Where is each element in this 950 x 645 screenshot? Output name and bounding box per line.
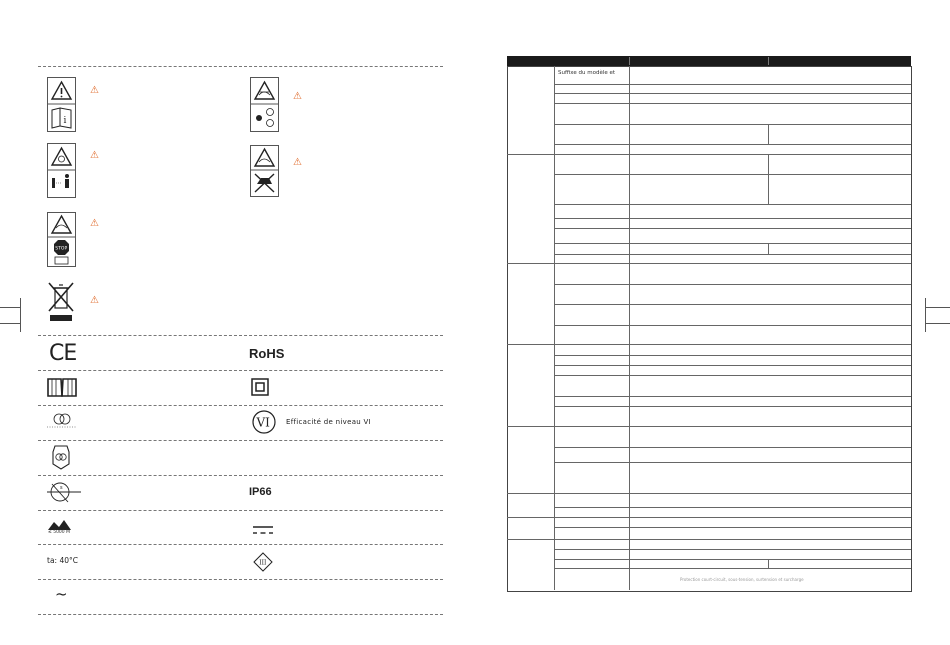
efficiency-vi-icon xyxy=(251,410,277,438)
no-vehicle-warning-icon xyxy=(250,145,279,197)
divider xyxy=(38,370,443,371)
header-divider xyxy=(629,57,630,65)
rohs-label: RoHS xyxy=(249,346,285,361)
row-line xyxy=(554,84,911,85)
direct-current-icon xyxy=(252,520,274,539)
row-line xyxy=(554,144,911,145)
row-line xyxy=(507,154,911,155)
model-suffix-label: Suffixe du modèle et xyxy=(558,70,616,76)
row-line xyxy=(554,93,911,94)
row-line xyxy=(554,365,911,366)
row-line xyxy=(507,539,911,540)
warning-icon: ⚠ xyxy=(293,157,302,168)
stop-disconnect-warning-icon xyxy=(47,212,76,267)
row-line xyxy=(554,375,911,376)
row-line xyxy=(554,462,911,463)
ambient-temperature-label: ta: 40°C xyxy=(47,556,78,565)
weee-bin-icon xyxy=(47,281,75,323)
header-divider xyxy=(768,57,769,65)
row-line xyxy=(507,426,911,427)
class-three-icon xyxy=(253,552,273,576)
divider xyxy=(38,440,443,441)
divider xyxy=(38,544,443,545)
divider xyxy=(38,66,443,67)
column-line xyxy=(768,243,769,254)
row-line xyxy=(554,559,911,560)
row-line xyxy=(554,396,911,397)
row-line xyxy=(554,174,911,175)
divider xyxy=(38,475,443,476)
warning-icon: ⚠ xyxy=(90,150,99,161)
protection-note: Protection court-circuit, sous-tension, surtension et surcharge xyxy=(680,577,804,582)
short-circuit-proof-icon xyxy=(46,480,82,510)
row-line xyxy=(507,517,911,518)
row-line xyxy=(554,124,911,125)
row-line xyxy=(507,344,911,345)
row-line xyxy=(554,284,911,285)
row-line xyxy=(507,493,911,494)
column-line xyxy=(768,154,769,204)
altitude-label: ≤ 5000 M xyxy=(48,530,70,535)
flying-debris-warning-icon xyxy=(250,77,279,132)
divider xyxy=(38,579,443,580)
row-line xyxy=(554,568,911,569)
svg-text:s: s xyxy=(60,485,63,491)
warning-icon: ⚠ xyxy=(90,218,99,229)
read-manual-warning-icon xyxy=(47,77,76,132)
divider xyxy=(38,335,443,336)
row-line xyxy=(554,228,911,229)
row-line xyxy=(554,243,911,244)
divider xyxy=(38,510,443,511)
crop-mark xyxy=(925,298,926,332)
row-line xyxy=(554,325,911,326)
warning-icon: ⚠ xyxy=(293,91,302,102)
row-line xyxy=(554,204,911,205)
crop-mark xyxy=(0,323,20,324)
row-line xyxy=(554,527,911,528)
ce-mark-icon: CE xyxy=(49,341,77,366)
warning-icon: ⚠ xyxy=(90,85,99,96)
crop-mark xyxy=(925,307,950,308)
transformer-icon xyxy=(46,411,78,435)
row-line xyxy=(554,447,911,448)
row-line xyxy=(554,507,911,508)
open-book-icon xyxy=(46,376,78,402)
protected-transformer-icon xyxy=(51,444,71,474)
row-line xyxy=(554,103,911,104)
divider xyxy=(38,614,443,615)
efficiency-label: Efficacité de niveau VI xyxy=(286,418,372,426)
crop-mark xyxy=(0,307,20,308)
class-three-text: III xyxy=(259,559,267,567)
row-line xyxy=(554,218,911,219)
divider xyxy=(38,405,443,406)
vi-symbol-text: VI xyxy=(256,415,270,430)
svg-text:i: i xyxy=(63,116,67,126)
row-line xyxy=(554,304,911,305)
alternating-current-icon: ~ xyxy=(55,585,68,603)
table-header xyxy=(507,56,911,66)
column-line xyxy=(768,124,769,144)
row-line xyxy=(554,549,911,550)
column-line xyxy=(768,559,769,568)
stop-sign-text: STOP xyxy=(55,246,68,252)
row-line xyxy=(554,254,911,255)
warning-icon: ⚠ xyxy=(90,295,99,306)
keep-distance-warning-icon xyxy=(47,143,76,198)
double-insulation-icon xyxy=(251,378,269,400)
row-line xyxy=(554,355,911,356)
row-line xyxy=(554,406,911,407)
crop-mark xyxy=(925,323,950,324)
crop-mark xyxy=(20,298,21,332)
ip66-label: IP66 xyxy=(249,486,272,498)
row-line xyxy=(507,263,911,264)
